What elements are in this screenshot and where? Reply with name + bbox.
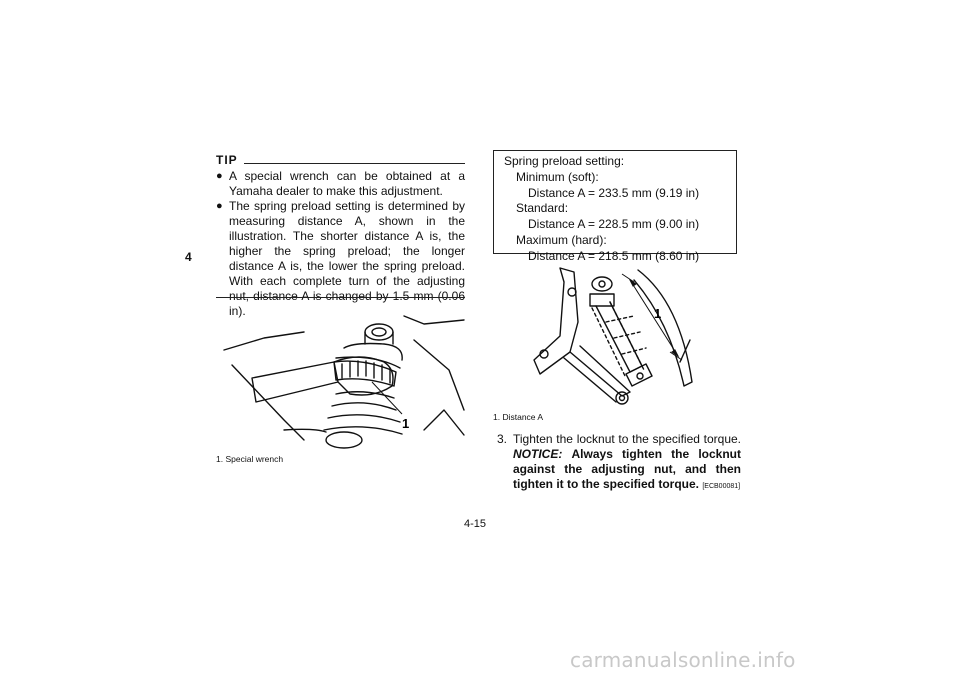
distance-a-illustration xyxy=(530,262,700,412)
spec-maximum-label: Maximum (hard): xyxy=(516,232,607,247)
spec-standard-label: Standard: xyxy=(516,201,569,216)
notice-text: Always tighten the locknut against the adjusting nut, and then tighten it to the specified torque. xyxy=(513,447,742,491)
bullet-icon: ● xyxy=(216,200,223,212)
figure-caption: 1. Distance A xyxy=(493,412,544,422)
tip-item-text: The spring preload setting is determined by measuring distance A, shown in the illustration. The shorter distance A is, the higher the spring preload; the longer distance A is, the lower the spring preload. With each complete turn of the adjusting nut, distance A is changed by 1.5 mm (0.06 in). xyxy=(229,199,465,318)
spec-maximum-value: Distance A = 218.5 mm (8.60 in) xyxy=(528,248,700,263)
page-number: 4-15 xyxy=(464,518,487,530)
step-number: 3. xyxy=(497,432,508,446)
tip-rule-bottom xyxy=(216,297,465,298)
spec-standard-value: Distance A = 228.5 mm (9.00 in) xyxy=(528,217,700,232)
tip-item xyxy=(216,199,465,319)
notice-label: NOTICE: xyxy=(513,447,563,461)
tip-item xyxy=(216,169,465,199)
special-wrench-illustration xyxy=(224,310,466,450)
bullet-icon: ● xyxy=(216,170,223,182)
callout-1: 1 xyxy=(654,306,662,321)
spec-title: Spring preload setting: xyxy=(504,154,625,168)
spec-minimum-label: Minimum (soft): xyxy=(516,169,599,184)
spec-minimum-value: Distance A = 233.5 mm (9.19 in) xyxy=(528,185,700,200)
tip-heading: TIP xyxy=(216,153,238,167)
figure-caption: 1. Special wrench xyxy=(216,454,284,464)
reference-code: [ECB00081] xyxy=(702,483,741,490)
callout-1: 1 xyxy=(402,416,410,431)
step-text: Tighten the locknut to the specified torque. xyxy=(513,432,741,446)
step-3 xyxy=(497,432,741,494)
spec-box xyxy=(493,150,737,263)
watermark: carmanualsonline.info xyxy=(570,648,796,672)
tip-rule-top xyxy=(244,163,465,164)
chapter-tab: 4 xyxy=(185,250,192,264)
tip-item-text: A special wrench can be obtained at a Yamaha dealer to make this adjustment. xyxy=(229,169,465,198)
